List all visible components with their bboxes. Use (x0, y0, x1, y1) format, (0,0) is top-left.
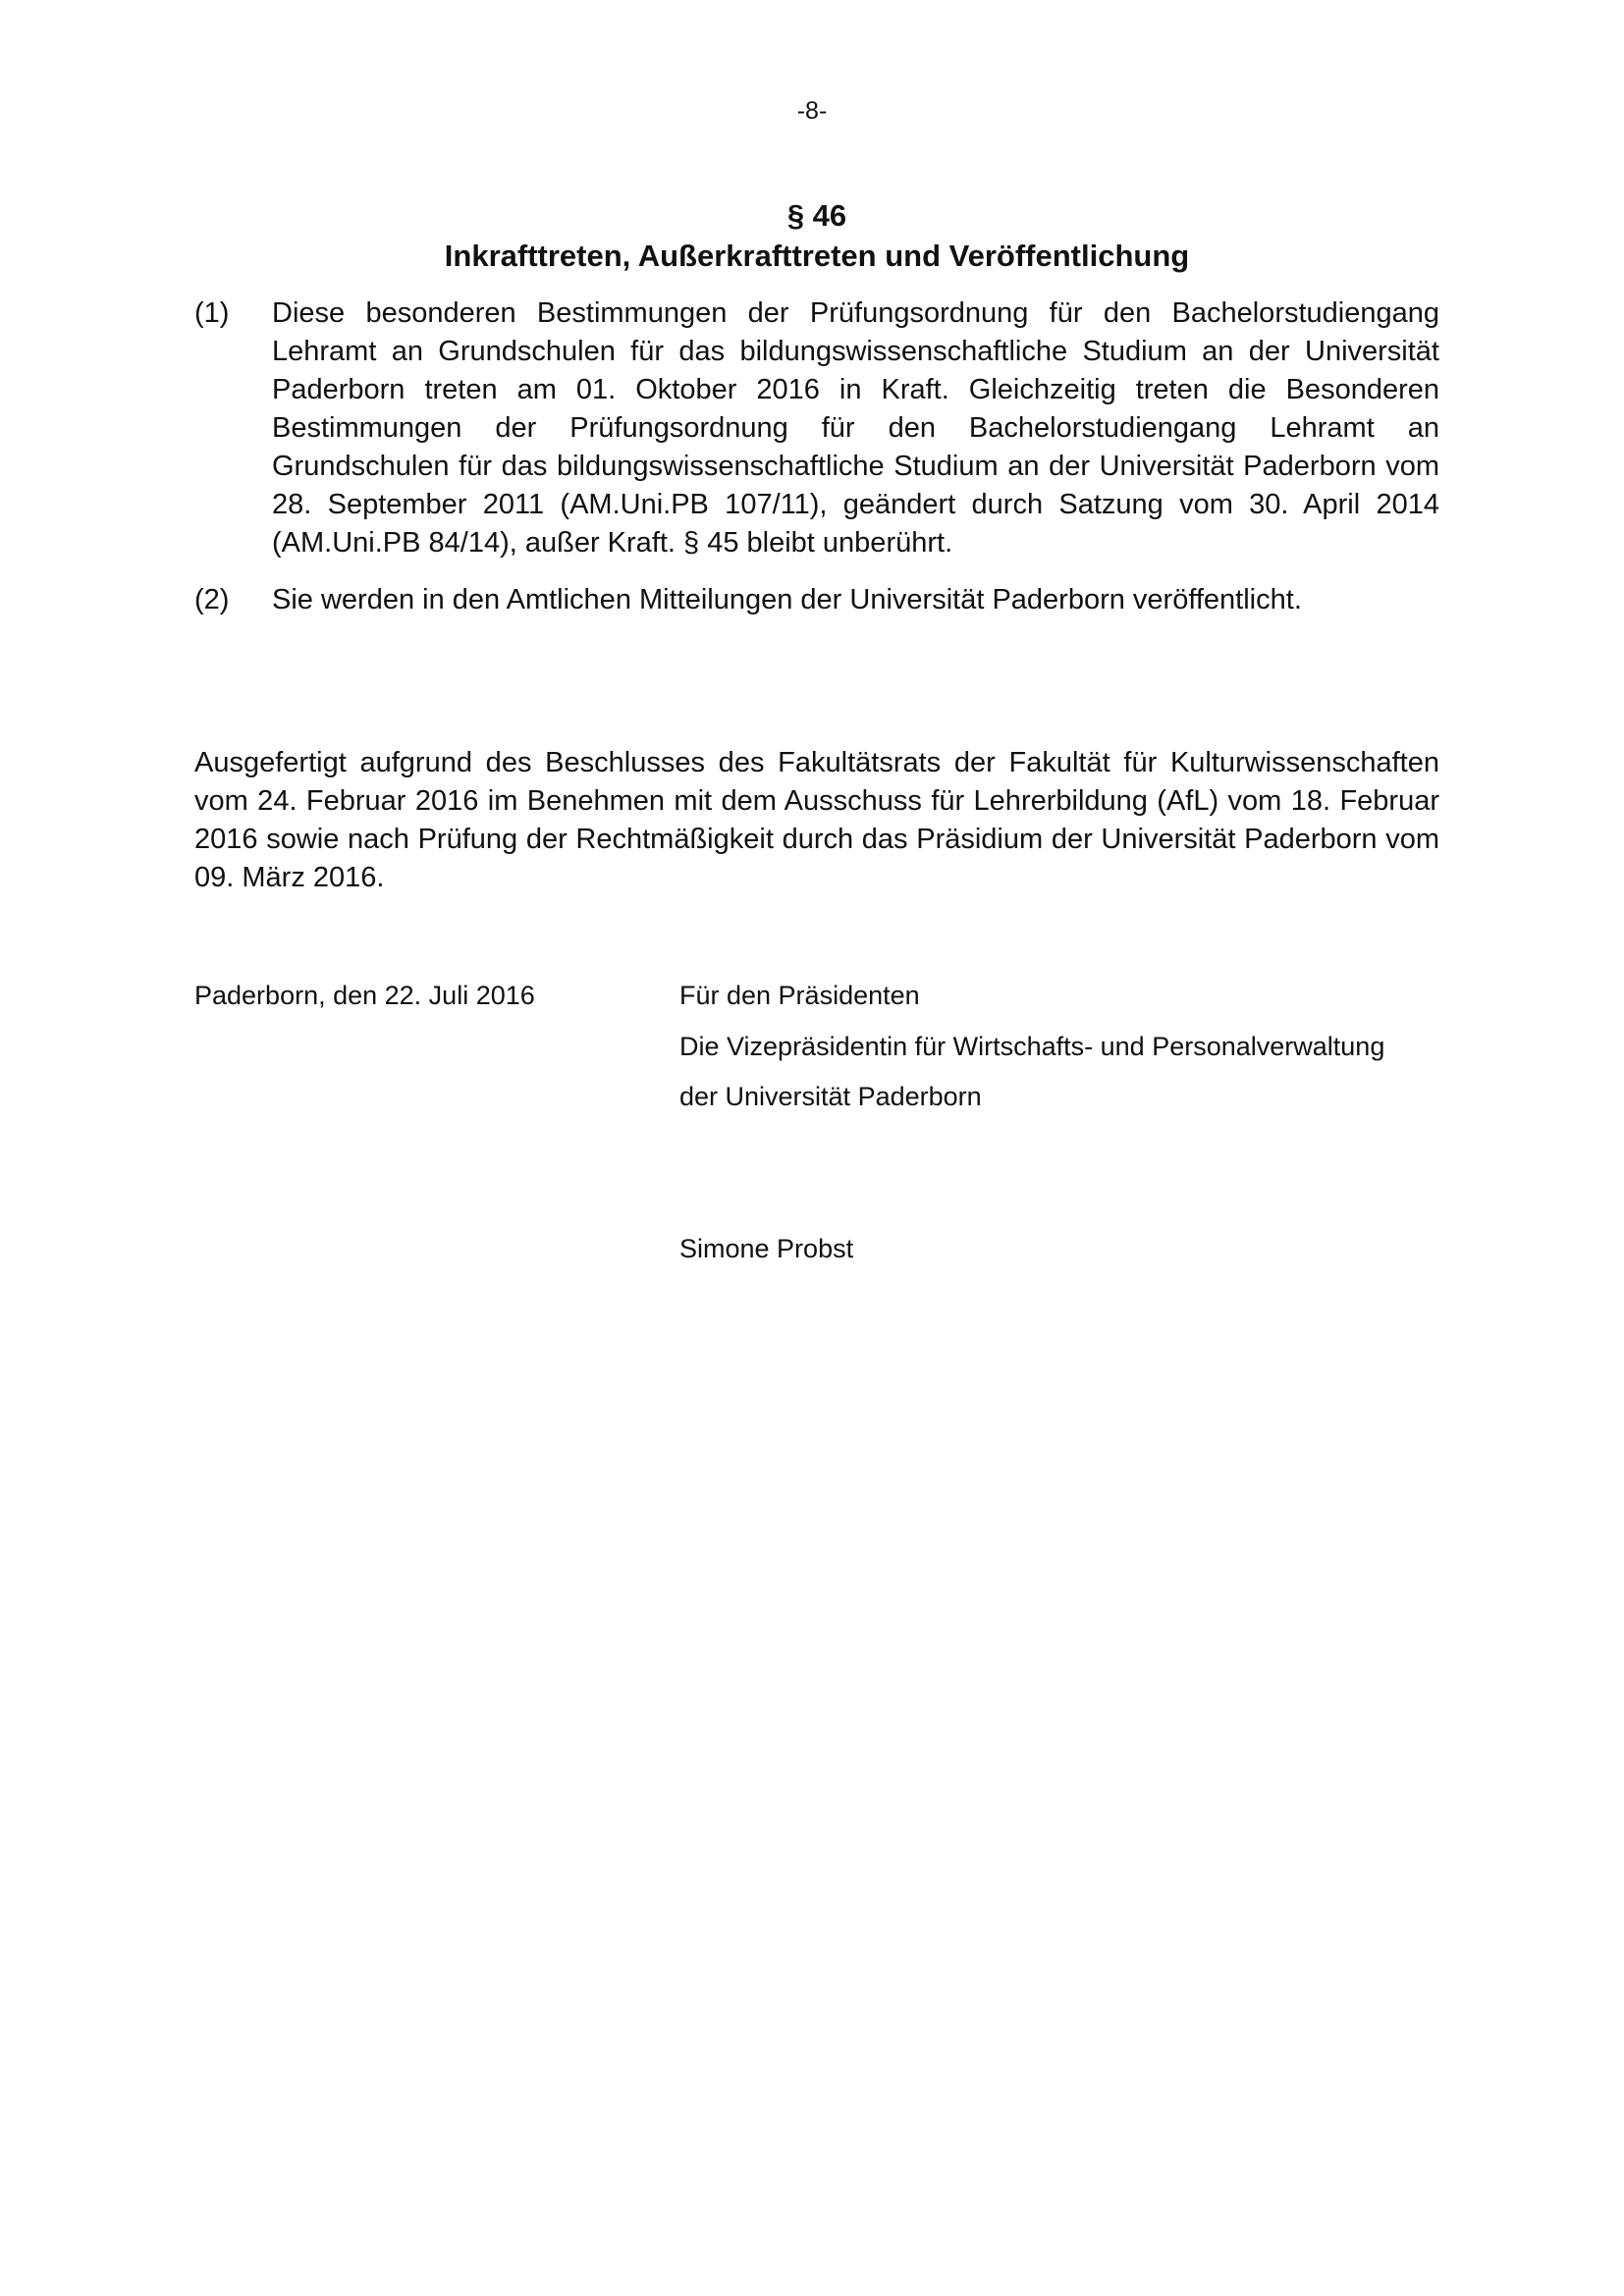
paragraph-text: Diese besonderen Bestimmungen der Prüfungsordnung für den Bachelorstudiengang Lehramt an Grundschulen für das bildungswissenschaftliche Studium an der Universität Paderborn treten am 01. Oktober 2016 in Kraft. Gleichzeitig treten die Besonderen Bestimmungen der Prüfungsordnung für den Bachelorstudiengang Lehramt an Grundschulen für das bildungswissenschaftliche Studium an der Universität Paderborn vom 28. September 2011 (AM.Uni.PB 107/11), geändert durch Satzung vom 30. April 2014 (AM.Uni.PB 84/14), außer Kraft. § 45 bleibt unberührt. (272, 297, 1439, 559)
paragraph-number: (2) (194, 584, 230, 615)
paragraph-1 (194, 294, 1439, 562)
paragraph-number: (1) (194, 297, 230, 329)
paragraph-text: Sie werden in den Amtlichen Mitteilungen der Universität Paderborn veröffentlicht. (272, 584, 1302, 615)
section-number: § 46 (786, 198, 847, 233)
page-number: -8- (796, 97, 828, 125)
signature-line-3: der Universität Paderborn (679, 1082, 982, 1111)
signature-line-2: Die Vizepräsidentin für Wirtschafts- und Personalverwaltung (679, 1032, 1385, 1061)
section-title: Inkrafttreten, Außerkrafttreten und Veröffentlichung (444, 239, 1190, 273)
enactment-note: Ausgefertigt aufgrund des Beschlusses des Fakultätsrats der Fakultät für Kulturwissenschaften vom 24. Februar 2016 im Benehmen mit dem Ausschuss für Lehrerbildung (AfL) vom 18. Februar 2016 sowie nach Prüfung der Rechtmäßigkeit durch das Präsidium der Universität Paderborn vom 09. März 2016. (194, 747, 1439, 893)
paragraph-2 (194, 581, 1439, 619)
signature-line-1: Für den Präsidenten (679, 981, 920, 1010)
signer-name: Simone Probst (679, 1234, 854, 1263)
place-date: Paderborn, den 22. Juli 2016 (194, 981, 535, 1010)
